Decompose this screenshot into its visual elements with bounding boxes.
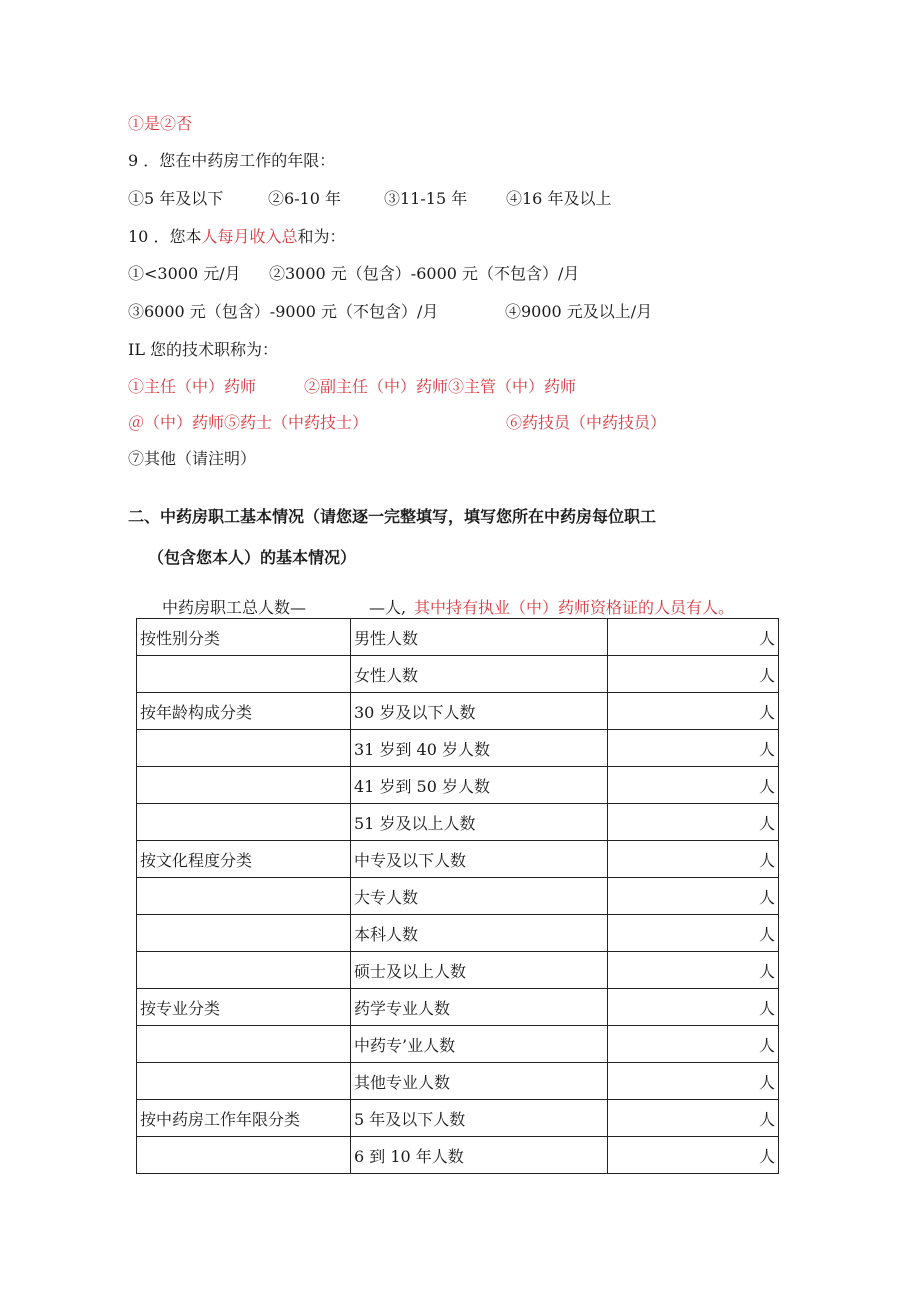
count-input-cell[interactable]: 人 <box>608 730 779 767</box>
table-row <box>137 1137 779 1174</box>
staff-total-unit: —人, <box>369 598 407 617</box>
q9-option-2[interactable]: ②6-10 年 <box>268 189 342 208</box>
section2-title-line1: 二、中药房职工基本情况（请您逐一完整填写，填写您所在中药房每位职工 <box>128 507 657 526</box>
q9-option-3[interactable]: ③11-15 年 <box>384 189 468 208</box>
item-cell: 本科人数 <box>351 915 608 952</box>
item-cell: 41 岁到 50 岁人数 <box>351 767 608 804</box>
count-input-cell[interactable]: 人 <box>608 952 779 989</box>
table-row <box>137 915 779 952</box>
q10-option-2[interactable]: ②3000 元（包含）-6000 元（不包含）/月 <box>269 264 580 283</box>
count-input-cell[interactable]: 人 <box>608 656 779 693</box>
item-cell: 中药专’业人数 <box>351 1026 608 1063</box>
q9-option-4[interactable]: ④16 年及以上 <box>506 189 612 208</box>
table-row <box>137 1026 779 1063</box>
category-cell <box>137 767 351 804</box>
q11-option-7[interactable]: ⑦其他（请注明） <box>128 449 257 468</box>
count-input-cell[interactable]: 人 <box>608 989 779 1026</box>
q8-options: ①是②否 <box>128 114 193 133</box>
category-cell <box>137 1137 351 1174</box>
q9-question: 9 ．您在中药房工作的年限： <box>128 151 336 170</box>
q10-option-4[interactable]: ④9000 元及以上/月 <box>505 302 653 321</box>
table-row <box>137 841 779 878</box>
table-row <box>137 693 779 730</box>
item-cell: 31 岁到 40 岁人数 <box>351 730 608 767</box>
q11-option-1[interactable]: ①主任（中）药师 <box>128 377 257 396</box>
item-cell: 硕士及以上人数 <box>351 952 608 989</box>
category-cell <box>137 1026 351 1063</box>
table-row <box>137 952 779 989</box>
section2-title-line2: （包含您本人）的基本情况） <box>148 548 357 567</box>
table-row <box>137 878 779 915</box>
count-input-cell[interactable]: 人 <box>608 841 779 878</box>
count-input-cell[interactable]: 人 <box>608 619 779 656</box>
table-row <box>137 767 779 804</box>
category-cell <box>137 878 351 915</box>
count-input-cell[interactable]: 人 <box>608 804 779 841</box>
count-input-cell[interactable]: 人 <box>608 1137 779 1174</box>
q11-option-6[interactable]: ⑥药技员（中药技员） <box>506 413 667 432</box>
table-row <box>137 619 779 656</box>
q9-option-1[interactable]: ①5 年及以下 <box>128 189 224 208</box>
table-row <box>137 989 779 1026</box>
category-cell <box>137 915 351 952</box>
item-cell: 30 岁及以下人数 <box>351 693 608 730</box>
table-row <box>137 1063 779 1100</box>
category-cell <box>137 952 351 989</box>
count-input-cell[interactable]: 人 <box>608 878 779 915</box>
table-row <box>137 656 779 693</box>
q10-option-1[interactable]: ①<3000 元/月 <box>128 264 241 283</box>
item-cell: 药学专业人数 <box>351 989 608 1026</box>
category-cell: 按文化程度分类 <box>137 841 351 878</box>
item-cell: 6 到 10 年人数 <box>351 1137 608 1174</box>
category-cell <box>137 656 351 693</box>
category-cell: 按年龄构成分类 <box>137 693 351 730</box>
item-cell: 中专及以下人数 <box>351 841 608 878</box>
q11-option-2[interactable]: ②副主任（中）药师③主管（中）药师 <box>304 377 577 396</box>
staff-table <box>136 618 779 1174</box>
table-row <box>137 1100 779 1137</box>
count-input-cell[interactable]: 人 <box>608 915 779 952</box>
category-cell: 按专业分类 <box>137 989 351 1026</box>
licensed-pharmacist-count: 其中持有执业（中）药师资格证的人员有人。 <box>414 598 735 617</box>
category-cell <box>137 730 351 767</box>
category-cell: 按中药房工作年限分类 <box>137 1100 351 1137</box>
count-input-cell[interactable]: 人 <box>608 767 779 804</box>
count-input-cell[interactable]: 人 <box>608 1063 779 1100</box>
count-input-cell[interactable]: 人 <box>608 1026 779 1063</box>
table-row <box>137 804 779 841</box>
category-cell <box>137 804 351 841</box>
count-input-cell[interactable]: 人 <box>608 693 779 730</box>
item-cell: 5 年及以下人数 <box>351 1100 608 1137</box>
q11-question: IL 您的技术职称为： <box>128 340 279 359</box>
q10-question: 10 ．您本人每月收入总和为： <box>128 227 346 246</box>
category-cell: 按性别分类 <box>137 619 351 656</box>
category-cell <box>137 1063 351 1100</box>
staff-total-label: 中药房职工总人数— <box>162 598 307 617</box>
item-cell: 51 岁及以上人数 <box>351 804 608 841</box>
q11-option-4[interactable]: ＠（中）药师⑤药士（中药技士） <box>128 413 369 432</box>
item-cell: 女性人数 <box>351 656 608 693</box>
item-cell: 大专人数 <box>351 878 608 915</box>
item-cell: 男性人数 <box>351 619 608 656</box>
item-cell: 其他专业人数 <box>351 1063 608 1100</box>
table-row <box>137 730 779 767</box>
count-input-cell[interactable]: 人 <box>608 1100 779 1137</box>
q10-option-3[interactable]: ③6000 元（包含）-9000 元（不包含）/月 <box>128 302 439 321</box>
